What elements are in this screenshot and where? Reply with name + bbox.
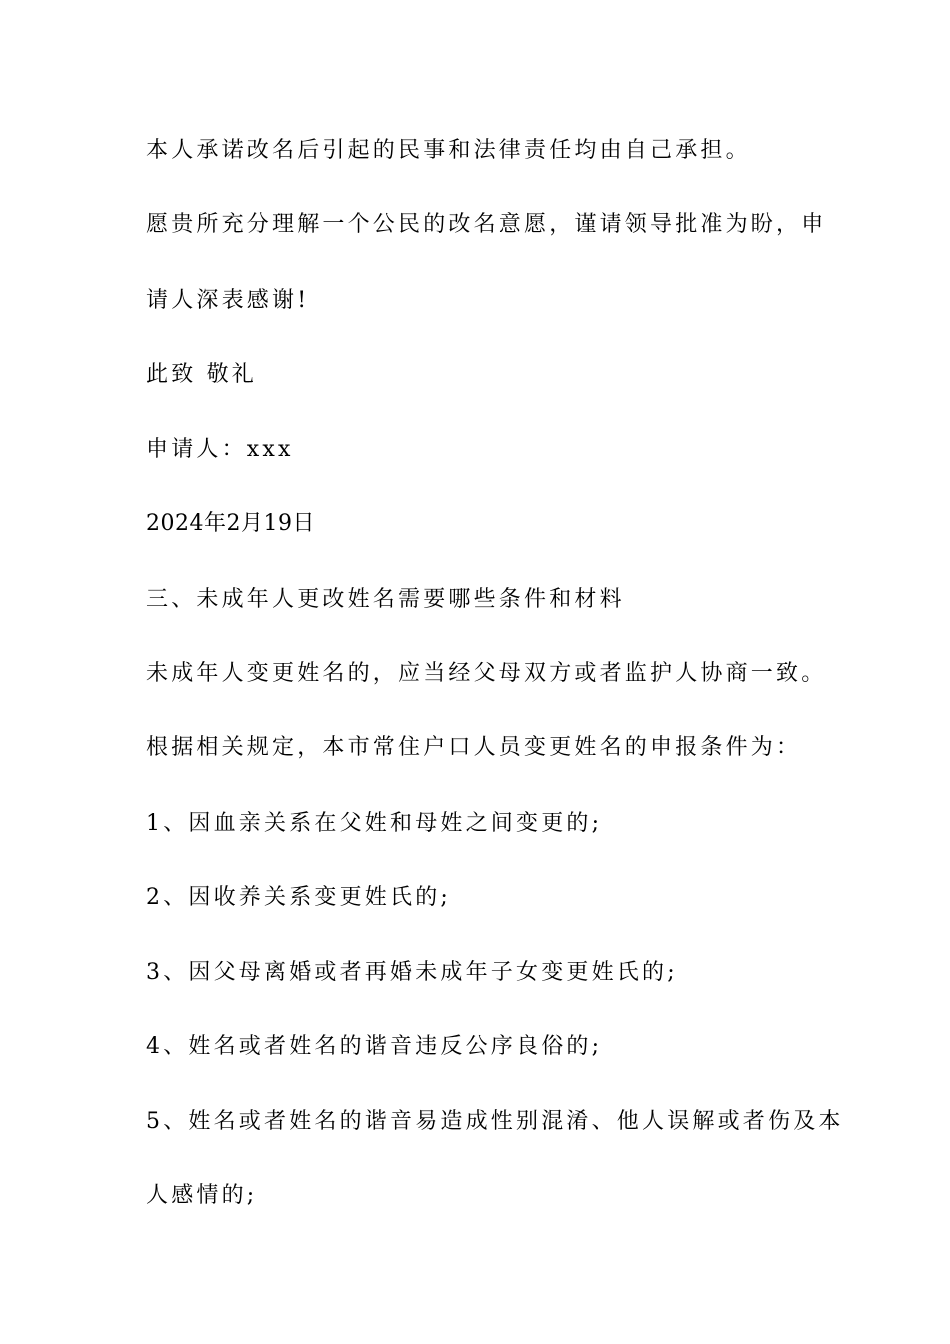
text-line-applicant: 申请人：xxx	[146, 437, 294, 462]
text-line-date: 2024年2月19日	[146, 511, 315, 536]
list-item-5: 5、姓名或者姓名的谐音易造成性别混淆、他人误解或者伤及本	[146, 1109, 844, 1134]
list-item-2: 2、因收养关系变更姓氏的;	[146, 885, 452, 910]
text-line-salutation: 此致 敬礼	[146, 362, 257, 387]
list-item-3: 3、因父母离婚或者再婚未成年子女变更姓氏的;	[146, 960, 678, 985]
text-line-regulation: 根据相关规定，本市常住户口人员变更姓名的申报条件为：	[146, 735, 802, 760]
section-heading: 三、未成年人更改姓名需要哪些条件和材料	[146, 587, 625, 612]
list-item-1: 1、因血亲关系在父姓和母姓之间变更的;	[146, 811, 603, 836]
text-line-request-cont: 请人深表感谢!	[146, 288, 310, 313]
list-item-4: 4、姓名或者姓名的谐音违反公序良俗的;	[146, 1034, 603, 1059]
text-line-minor-consent: 未成年人变更姓名的，应当经父母双方或者监护人协商一致。	[146, 661, 827, 686]
text-line-request: 愿贵所充分理解一个公民的改名意愿，谨请领导批准为盼，申	[146, 212, 827, 237]
text-line-commitment: 本人承诺改名后引起的民事和法律责任均由自己承担。	[146, 138, 751, 163]
list-item-5-cont: 人感情的;	[146, 1183, 258, 1208]
